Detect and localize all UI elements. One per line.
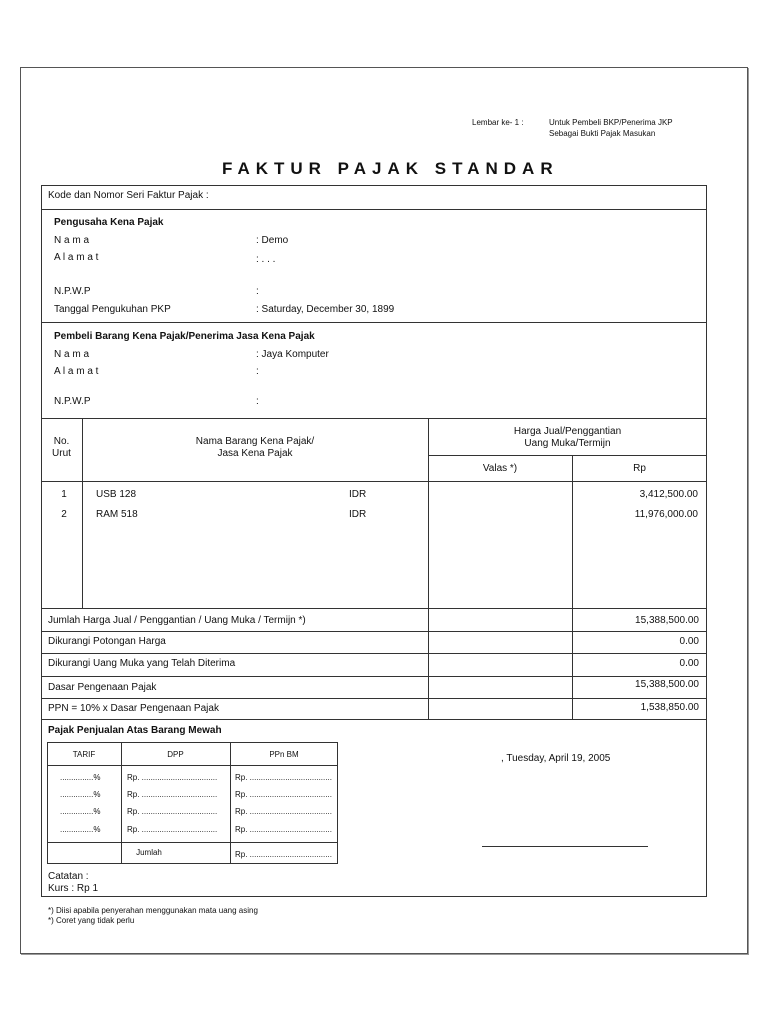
col-no-header: No.: [53, 436, 70, 447]
luxury-jumlah-label: Jumlah: [136, 848, 162, 857]
lembar-label: Lembar ke- 1 :: [472, 118, 524, 127]
buyer-nama-value: : Jaya Komputer: [256, 349, 329, 360]
luxury-section-title: Pajak Penjualan Atas Barang Mewah: [48, 725, 222, 736]
seller-nama-value: : Demo: [256, 235, 289, 246]
luxury-jumlah-value: Rp. .....................................: [235, 850, 332, 859]
kurs-text: Kurs : Rp 1: [48, 883, 99, 894]
buyer-nama-label: N a m a: [54, 349, 90, 360]
item-no: 1: [61, 489, 67, 500]
col-nama-header: Nama Barang Kena Pajak/: [195, 436, 315, 447]
summary-divider: [41, 719, 707, 720]
buyer-npwp-label: N.P.W.P: [54, 396, 91, 407]
table-header-divider: [428, 455, 707, 456]
footnote-valas: *) Diisi apabila penyerahan menggunakan mata uang asing: [48, 906, 258, 915]
footnote-coret: *) Coret yang tidak perlu: [48, 916, 135, 925]
luxury-tarif: ...............%: [60, 825, 101, 834]
summary-dpp-label: Dasar Pengenaan Pajak: [48, 682, 157, 693]
item-no: 2: [61, 509, 67, 520]
luxury-tarif: ...............%: [60, 773, 101, 782]
luxury-dpp: Rp. ..................................: [127, 790, 218, 799]
seller-alamat-label: A l a m a t: [54, 252, 99, 263]
item-name: USB 128: [96, 489, 137, 500]
buyer-alamat-label: A l a m a t: [54, 366, 99, 377]
col-rp-header: Rp: [633, 463, 646, 474]
lembar-line2: Sebagai Bukti Pajak Masukan: [549, 129, 656, 138]
summary-potongan-value: 0.00: [679, 636, 699, 647]
luxury-col-dpp: DPP: [167, 750, 184, 759]
seller-npwp-value: :: [256, 286, 259, 297]
kode-seri-label: Kode dan Nomor Seri Faktur Pajak :: [48, 190, 209, 201]
summary-jumlah-label: Jumlah Harga Jual / Penggantian / Uang Muka / Termijn *): [48, 615, 306, 626]
luxury-dpp: Rp. ..................................: [127, 825, 218, 834]
summary-divider: [41, 653, 707, 654]
item-name: RAM 518: [96, 509, 138, 520]
seller-tanggal-label: Tanggal Pengukuhan PKP: [54, 304, 171, 315]
summary-dpp-value: 15,388,500.00: [635, 679, 699, 690]
summary-divider: [41, 608, 707, 609]
luxury-ppnbm: Rp. .....................................: [235, 825, 332, 834]
summary-divider: [41, 631, 707, 632]
seller-section-title: Pengusaha Kena Pajak: [54, 217, 164, 228]
luxury-col-ppnbm: PPn BM: [269, 750, 299, 759]
col-valas-header: Valas *): [482, 463, 518, 474]
summary-divider: [41, 676, 707, 677]
item-rp: 3,412,500.00: [639, 489, 698, 500]
catatan-label: Catatan :: [48, 871, 89, 882]
summary-ppn-label: PPN = 10% x Dasar Pengenaan Pajak: [48, 703, 219, 714]
signing-date: , Tuesday, April 19, 2005: [501, 753, 611, 764]
seller-alamat-value: : . . .: [256, 254, 276, 265]
item-currency: IDR: [349, 489, 367, 500]
luxury-dpp: Rp. ..................................: [127, 773, 218, 782]
item-currency: IDR: [349, 509, 367, 520]
seller-tanggal-value: : Saturday, December 30, 1899: [256, 304, 395, 315]
summary-jumlah-value: 15,388,500.00: [635, 615, 699, 626]
luxury-table: [47, 742, 338, 864]
seller-npwp-label: N.P.W.P: [54, 286, 91, 297]
luxury-ppnbm: Rp. .....................................: [235, 773, 332, 782]
table-header-bottom: [41, 481, 707, 482]
luxury-col-tarif: TARIF: [72, 750, 96, 759]
signature-line: [482, 846, 648, 847]
divider: [41, 209, 707, 210]
summary-potongan-label: Dikurangi Potongan Harga: [48, 636, 166, 647]
buyer-alamat-value: :: [256, 366, 259, 377]
buyer-section-title: Pembeli Barang Kena Pajak/Penerima Jasa Kena Pajak: [54, 331, 315, 342]
col-no-header-line2: Urut: [52, 448, 71, 459]
luxury-col-divider: [121, 742, 122, 864]
summary-uang-muka-value: 0.00: [679, 658, 699, 669]
seller-nama-label: N a m a: [54, 235, 90, 246]
luxury-tarif: ...............%: [60, 790, 101, 799]
buyer-npwp-value: :: [256, 396, 259, 407]
luxury-ppnbm: Rp. .....................................: [235, 790, 332, 799]
col-harga-header: Harga Jual/Penggantian: [513, 426, 622, 437]
divider: [41, 322, 707, 323]
luxury-col-divider: [230, 742, 231, 864]
item-rp: 11,976,000.00: [634, 509, 698, 520]
col-harga-header-line2: Uang Muka/Termijn: [524, 438, 611, 449]
luxury-ppnbm: Rp. .....................................: [235, 807, 332, 816]
luxury-tarif: ...............%: [60, 807, 101, 816]
luxury-header-divider: [47, 765, 338, 766]
summary-ppn-value: 1,538,850.00: [640, 702, 699, 713]
divider: [41, 418, 707, 419]
document-title: FAKTUR PAJAK STANDAR: [222, 159, 559, 178]
col-nama-header-line2: Jasa Kena Pajak: [217, 448, 293, 459]
summary-uang-muka-label: Dikurangi Uang Muka yang Telah Diterima: [48, 658, 236, 669]
summary-divider: [41, 698, 707, 699]
luxury-total-divider: [47, 842, 338, 843]
luxury-dpp: Rp. ..................................: [127, 807, 218, 816]
lembar-line1: Untuk Pembeli BKP/Penerima JKP: [549, 118, 673, 127]
